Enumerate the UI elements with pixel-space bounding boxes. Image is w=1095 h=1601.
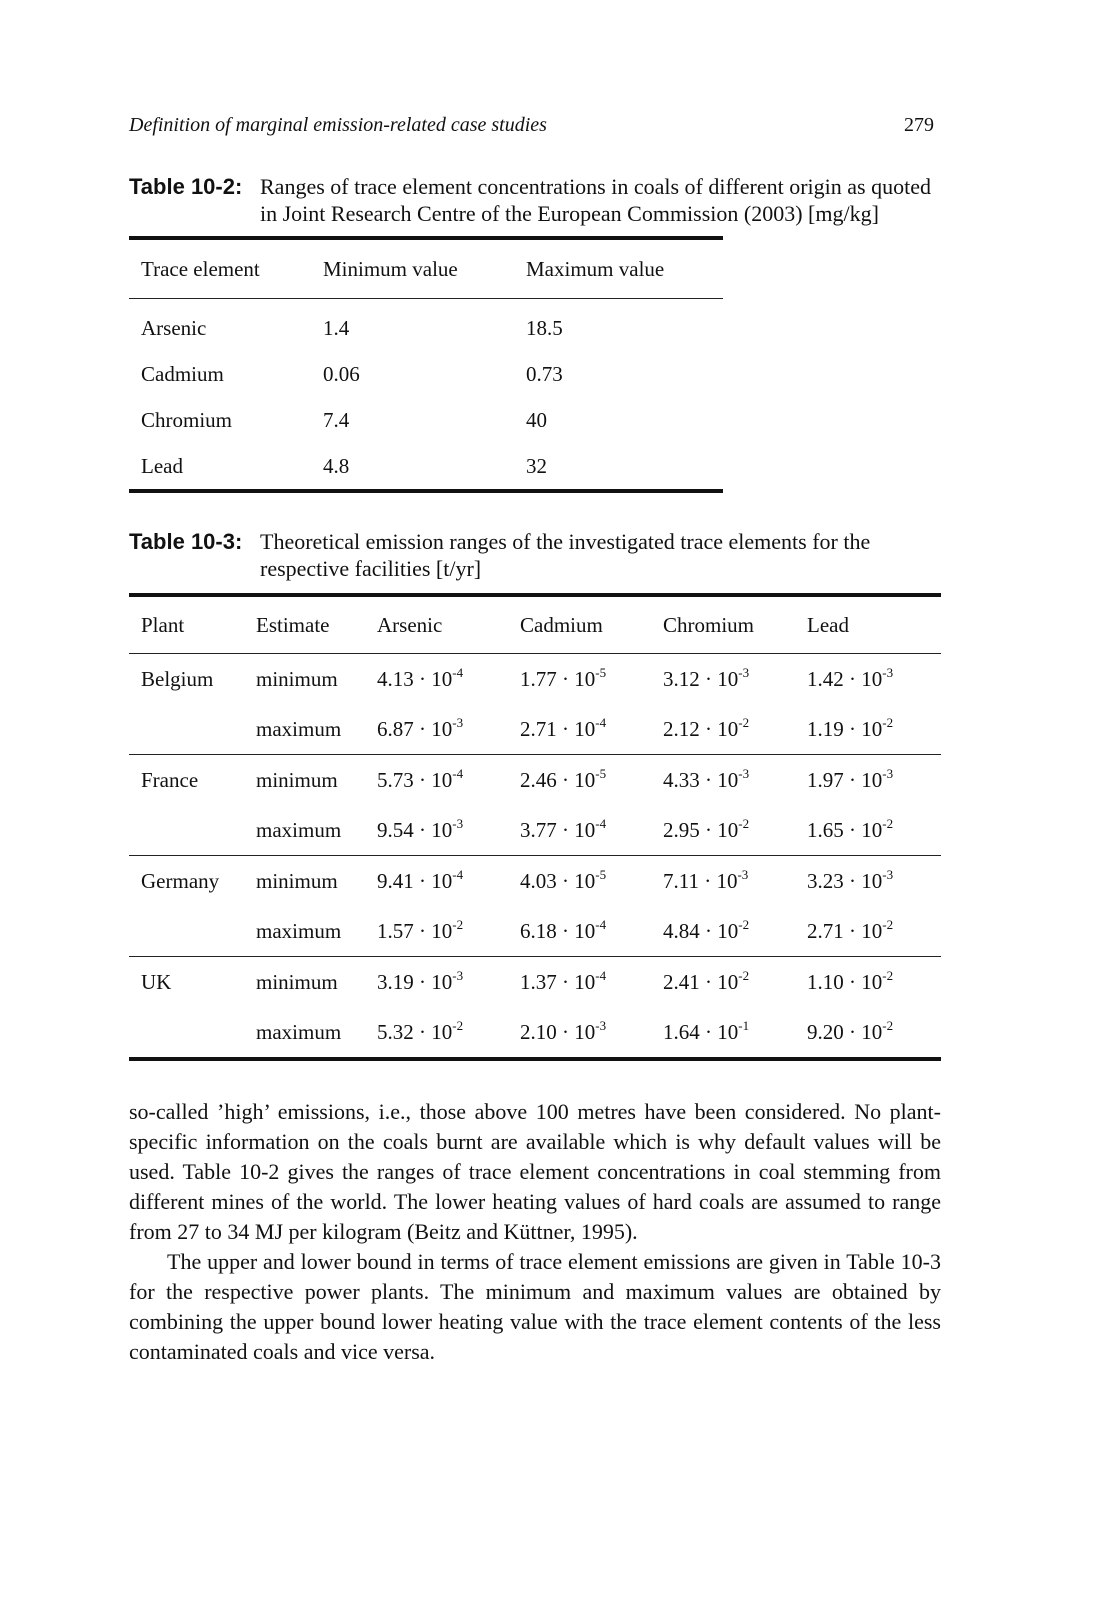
table-10-2-label: Table 10-2: bbox=[129, 174, 243, 199]
cell-estimate: minimum bbox=[256, 666, 338, 691]
cell-maximum-value: 18.5 bbox=[526, 315, 563, 340]
running-head-title: Definition of marginal emission-related case studies bbox=[129, 114, 547, 136]
value-exponent: -4 bbox=[595, 714, 607, 730]
value-exponent: -4 bbox=[595, 815, 607, 831]
table-10-3-caption bbox=[129, 528, 949, 582]
cell-estimate: maximum bbox=[256, 1019, 342, 1044]
body-paragraph: The upper and lower bound in terms of trace element emissions are given in Table 10-3 for the respective power plants. The minimum and maximum values are obtained by combining the upper bound lower heating value with the trace element contents of the less contaminated coals and vice versa. bbox=[129, 1249, 941, 1364]
value-mantissa: 3.12 · 10 bbox=[663, 666, 739, 691]
value-exponent: -2 bbox=[738, 916, 750, 932]
value-exponent: -2 bbox=[452, 1017, 464, 1033]
body-paragraph: so-called ’high’ emissions, i.e., those above 100 metres have been considered. No plant-specific information on the coals burnt are available which is why default values will be used. Table 10-2 gives the ranges of trace element concentrations in coal stemming from different mines of the world. The lower heating values of hard coals are assumed to range from 27 to 34 MJ per kilogram (Beitz and Küttner, 1995). bbox=[129, 1099, 941, 1244]
value-exponent: -3 bbox=[738, 664, 750, 680]
value-mantissa: 2.10 · 10 bbox=[520, 1019, 596, 1044]
cell-arsenic bbox=[377, 906, 520, 957]
value-mantissa: 4.84 · 10 bbox=[663, 918, 739, 943]
value-mantissa: 4.33 · 10 bbox=[663, 767, 739, 792]
cell-plant: UK bbox=[141, 969, 172, 994]
table-10-3-body bbox=[129, 654, 941, 1060]
cell-lead bbox=[807, 654, 941, 705]
value-exponent: -4 bbox=[452, 664, 464, 680]
column-header-cadmium: Cadmium bbox=[520, 595, 663, 654]
table-header-row bbox=[129, 238, 723, 299]
value-mantissa: 1.37 · 10 bbox=[520, 969, 596, 994]
value-exponent: -3 bbox=[452, 714, 464, 730]
cell-trace-element: Lead bbox=[141, 453, 183, 478]
cell-plant: Germany bbox=[141, 868, 220, 893]
value-exponent: -2 bbox=[882, 967, 894, 983]
value-mantissa: 4.13 · 10 bbox=[377, 666, 453, 691]
table-10-2 bbox=[129, 236, 723, 493]
value-exponent: -3 bbox=[882, 765, 894, 781]
cell-plant bbox=[129, 805, 256, 856]
value-mantissa: 1.42 · 10 bbox=[807, 666, 883, 691]
cell-plant bbox=[129, 906, 256, 957]
column-header-plant: Plant bbox=[129, 595, 256, 654]
value-mantissa: 1.19 · 10 bbox=[807, 716, 883, 741]
value-exponent: -2 bbox=[882, 916, 894, 932]
value-exponent: -5 bbox=[595, 765, 607, 781]
cell-cadmium bbox=[520, 805, 663, 856]
cell-maximum-value: 32 bbox=[526, 453, 547, 478]
cell-chromium bbox=[663, 654, 807, 705]
table-row bbox=[129, 397, 723, 443]
cell-cadmium bbox=[520, 957, 663, 1008]
cell-minimum-value: 7.4 bbox=[323, 407, 350, 432]
table-row bbox=[129, 957, 941, 1008]
cell-estimate: minimum bbox=[256, 767, 338, 792]
cell-chromium bbox=[663, 906, 807, 957]
column-header-minimum-value: Minimum value bbox=[323, 238, 526, 299]
table-row bbox=[129, 906, 941, 957]
body-text bbox=[129, 1097, 941, 1367]
cell-arsenic bbox=[377, 805, 520, 856]
cell-cadmium bbox=[520, 654, 663, 705]
column-header-lead: Lead bbox=[807, 595, 941, 654]
cell-chromium bbox=[663, 704, 807, 755]
cell-arsenic bbox=[377, 957, 520, 1008]
value-mantissa: 6.18 · 10 bbox=[520, 918, 596, 943]
value-exponent: -3 bbox=[737, 866, 749, 882]
cell-lead bbox=[807, 906, 941, 957]
value-mantissa: 2.41 · 10 bbox=[663, 969, 739, 994]
cell-chromium bbox=[663, 1007, 807, 1059]
cell-chromium bbox=[663, 957, 807, 1008]
cell-arsenic bbox=[377, 1007, 520, 1059]
cell-lead bbox=[807, 755, 941, 806]
value-mantissa: 2.95 · 10 bbox=[663, 817, 739, 842]
cell-estimate: minimum bbox=[256, 868, 338, 893]
value-mantissa: 3.23 · 10 bbox=[807, 868, 883, 893]
value-exponent: -5 bbox=[595, 866, 607, 882]
column-header-trace-element: Trace element bbox=[129, 238, 323, 299]
value-exponent: -2 bbox=[738, 967, 750, 983]
value-mantissa: 9.54 · 10 bbox=[377, 817, 453, 842]
value-mantissa: 9.20 · 10 bbox=[807, 1019, 883, 1044]
cell-arsenic bbox=[377, 856, 520, 907]
cell-cadmium bbox=[520, 1007, 663, 1059]
value-mantissa: 1.65 · 10 bbox=[807, 817, 883, 842]
value-mantissa: 1.97 · 10 bbox=[807, 767, 883, 792]
table-10-3-label: Table 10-3: bbox=[129, 529, 243, 554]
value-mantissa: 4.03 · 10 bbox=[520, 868, 596, 893]
cell-arsenic bbox=[377, 704, 520, 755]
value-exponent: -4 bbox=[452, 765, 464, 781]
cell-arsenic bbox=[377, 755, 520, 806]
value-exponent: -3 bbox=[738, 765, 750, 781]
table-row bbox=[129, 755, 941, 806]
table-row bbox=[129, 856, 941, 907]
cell-arsenic bbox=[377, 654, 520, 705]
value-exponent: -5 bbox=[595, 664, 607, 680]
value-exponent: -4 bbox=[595, 967, 607, 983]
cell-minimum-value: 0.06 bbox=[323, 361, 360, 386]
cell-maximum-value: 40 bbox=[526, 407, 547, 432]
value-exponent: -2 bbox=[882, 714, 894, 730]
value-mantissa: 2.71 · 10 bbox=[807, 918, 883, 943]
cell-trace-element: Cadmium bbox=[141, 361, 224, 386]
value-exponent: -2 bbox=[452, 916, 464, 932]
cell-estimate: maximum bbox=[256, 906, 377, 957]
value-mantissa: 7.11 · 10 bbox=[663, 868, 738, 893]
table-10-2-caption bbox=[129, 173, 949, 227]
table-row bbox=[129, 443, 723, 491]
value-exponent: -3 bbox=[882, 866, 894, 882]
cell-minimum-value: 1.4 bbox=[323, 315, 350, 340]
table-row bbox=[129, 299, 723, 352]
value-mantissa: 1.10 · 10 bbox=[807, 969, 883, 994]
column-header-estimate: Estimate bbox=[256, 595, 377, 654]
cell-chromium bbox=[663, 856, 807, 907]
value-mantissa: 3.77 · 10 bbox=[520, 817, 596, 842]
page-number: 279 bbox=[904, 114, 934, 136]
value-exponent: -2 bbox=[738, 714, 750, 730]
value-mantissa: 2.12 · 10 bbox=[663, 716, 739, 741]
cell-lead bbox=[807, 805, 941, 856]
cell-chromium bbox=[663, 755, 807, 806]
value-mantissa: 2.71 · 10 bbox=[520, 716, 596, 741]
value-mantissa: 5.73 · 10 bbox=[377, 767, 453, 792]
column-header-maximum-value: Maximum value bbox=[526, 238, 723, 299]
table-row bbox=[129, 1007, 941, 1059]
value-mantissa: 1.57 · 10 bbox=[377, 918, 453, 943]
value-exponent: -2 bbox=[738, 815, 750, 831]
table-row bbox=[129, 805, 941, 856]
table-10-3-caption-text: Theoretical emission ranges of the investigated trace elements for the respective facilities [t/yr] bbox=[260, 529, 871, 581]
value-exponent: -4 bbox=[452, 866, 464, 882]
table-row bbox=[129, 704, 941, 755]
cell-plant bbox=[129, 1007, 256, 1059]
cell-minimum-value: 4.8 bbox=[323, 453, 350, 478]
cell-plant: Belgium bbox=[141, 666, 214, 691]
cell-lead bbox=[807, 957, 941, 1008]
table-header-row bbox=[129, 595, 941, 654]
cell-cadmium bbox=[520, 755, 663, 806]
column-header-arsenic: Arsenic bbox=[377, 595, 520, 654]
cell-lead bbox=[807, 1007, 941, 1059]
value-exponent: -3 bbox=[595, 1017, 607, 1033]
value-mantissa: 1.77 · 10 bbox=[520, 666, 596, 691]
value-mantissa: 3.19 · 10 bbox=[377, 969, 453, 994]
value-exponent: -4 bbox=[595, 916, 607, 932]
table-row bbox=[129, 654, 941, 705]
value-exponent: -2 bbox=[882, 815, 894, 831]
cell-trace-element: Chromium bbox=[141, 407, 233, 432]
value-exponent: -1 bbox=[738, 1017, 750, 1033]
value-mantissa: 9.41 · 10 bbox=[377, 868, 453, 893]
cell-estimate: maximum bbox=[256, 805, 377, 856]
table-10-2-caption-text: Ranges of trace element concentrations in coals of different origin as quoted in Joint Research Centre of the European Commission (2003) [mg/kg] bbox=[260, 174, 931, 226]
cell-cadmium bbox=[520, 856, 663, 907]
table-row bbox=[129, 351, 723, 397]
value-exponent: -3 bbox=[882, 664, 894, 680]
value-mantissa: 6.87 · 10 bbox=[377, 716, 453, 741]
column-header-chromium: Chromium bbox=[663, 595, 807, 654]
value-exponent: -3 bbox=[452, 815, 464, 831]
cell-maximum-value: 0.73 bbox=[526, 361, 563, 386]
cell-lead bbox=[807, 704, 941, 755]
cell-plant: France bbox=[141, 767, 199, 792]
cell-plant bbox=[129, 704, 256, 755]
cell-trace-element: Arsenic bbox=[141, 315, 207, 340]
value-mantissa: 2.46 · 10 bbox=[520, 767, 596, 792]
cell-estimate: minimum bbox=[256, 969, 338, 994]
cell-chromium bbox=[663, 805, 807, 856]
running-header bbox=[129, 112, 942, 138]
cell-cadmium bbox=[520, 704, 663, 755]
cell-cadmium bbox=[520, 906, 663, 957]
cell-lead bbox=[807, 856, 941, 907]
value-mantissa: 5.32 · 10 bbox=[377, 1019, 453, 1044]
value-exponent: -3 bbox=[452, 967, 464, 983]
value-mantissa: 1.64 · 10 bbox=[663, 1019, 739, 1044]
table-10-3 bbox=[129, 593, 941, 1061]
value-exponent: -2 bbox=[882, 1017, 894, 1033]
cell-estimate: maximum bbox=[256, 704, 377, 755]
